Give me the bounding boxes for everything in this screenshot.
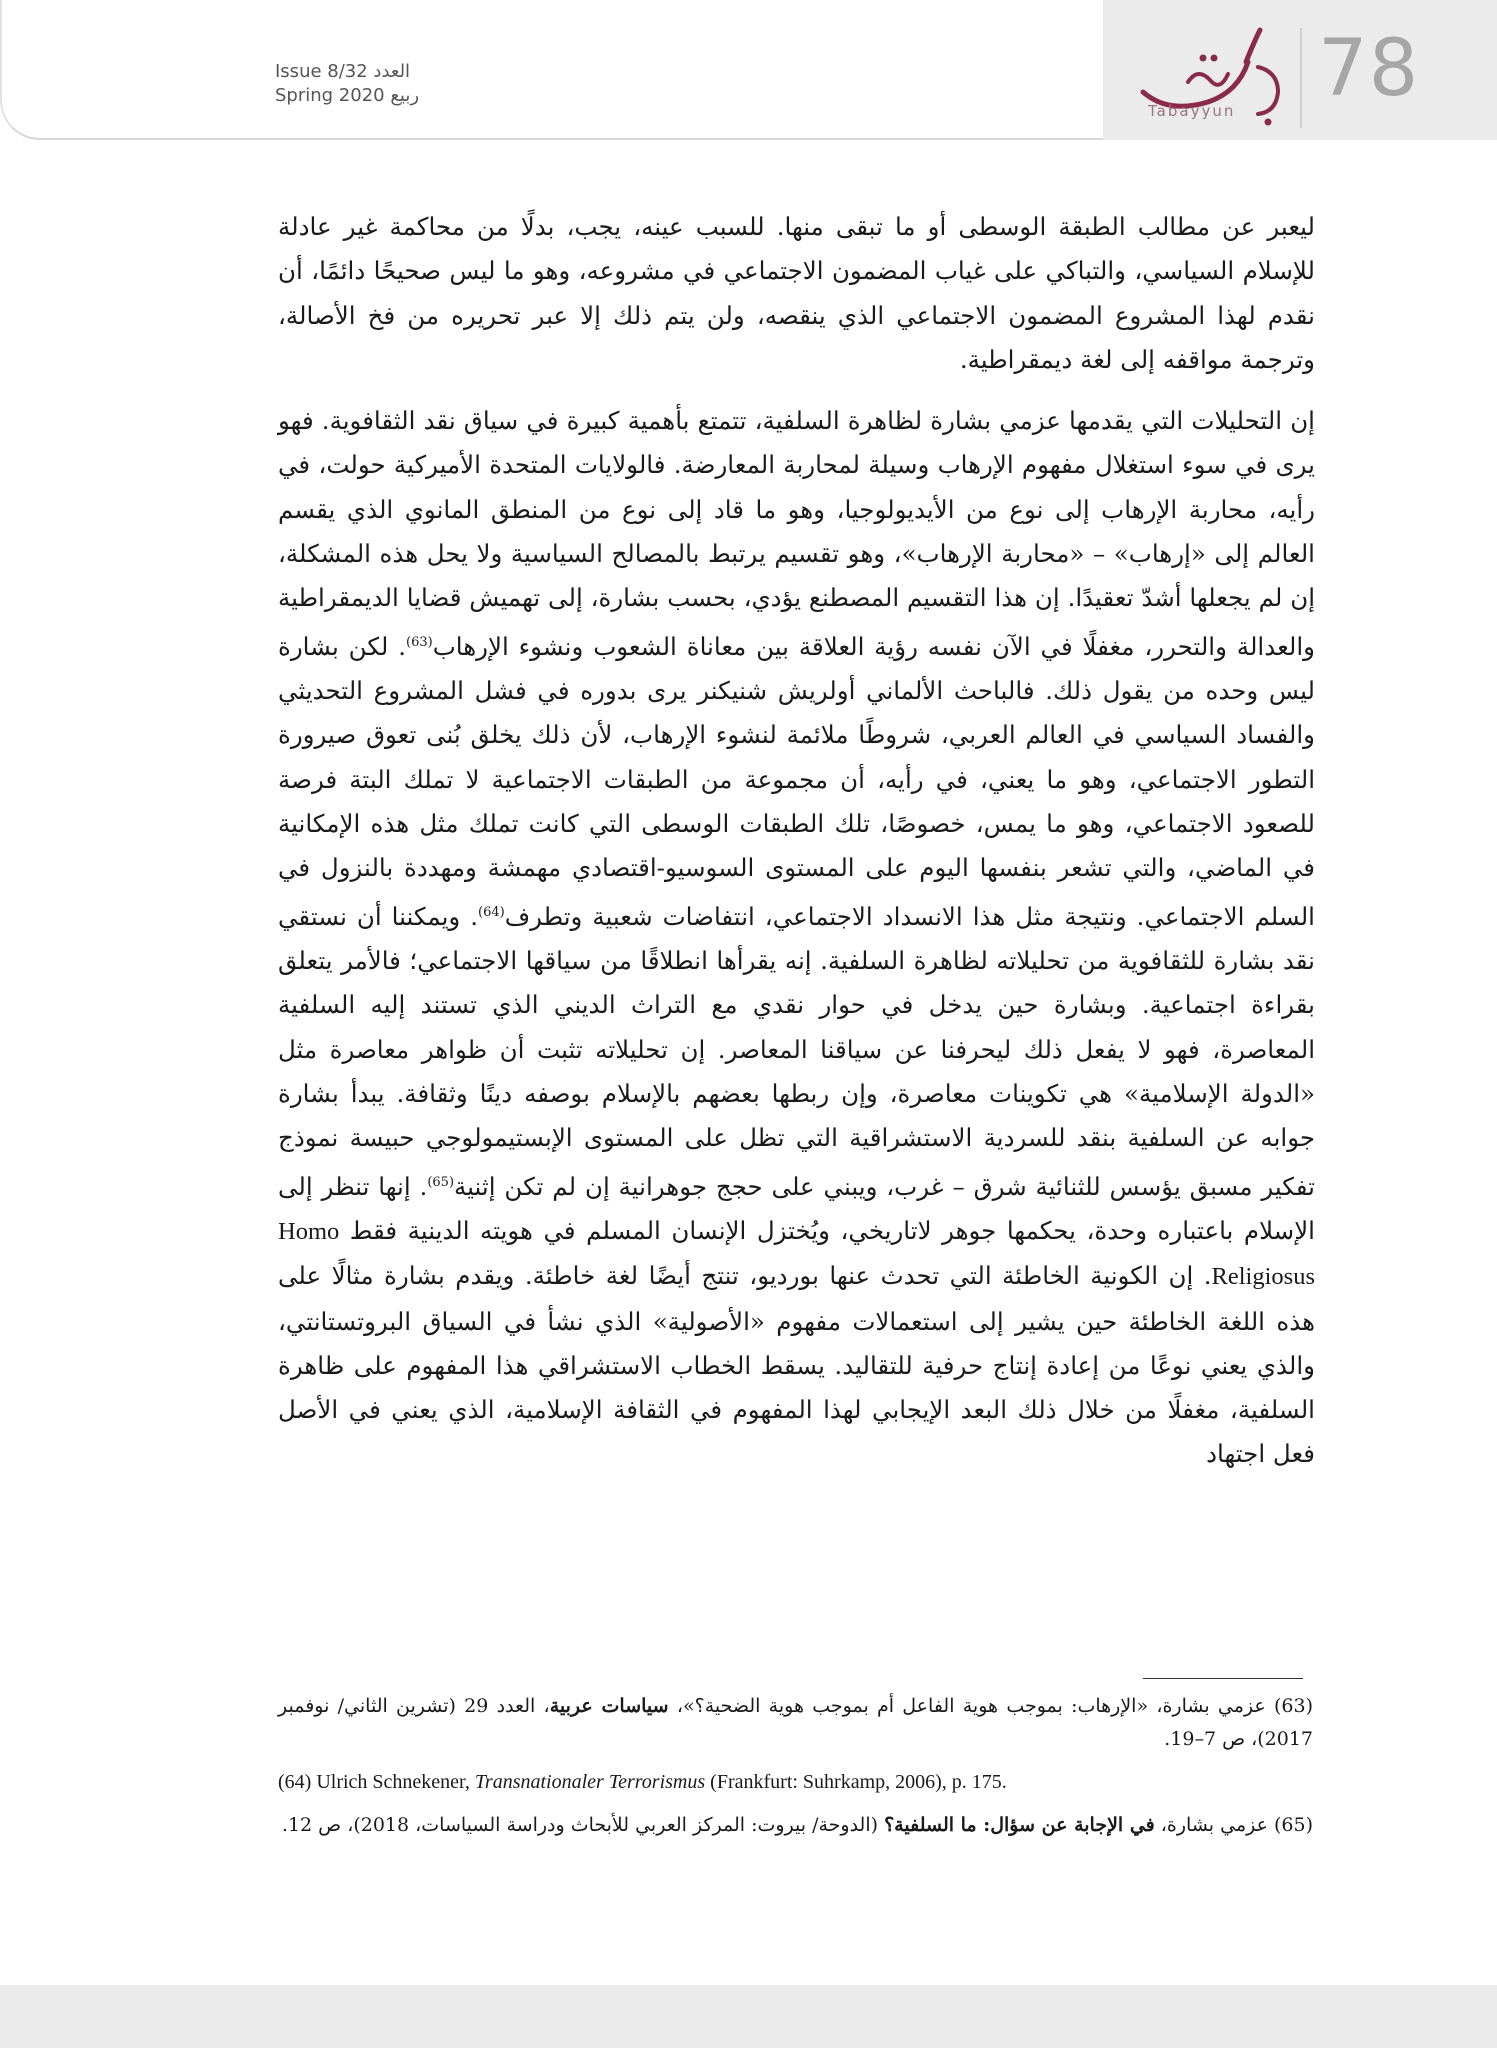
footnote-65-title: في الإجابة عن سؤال: ما السلفية؟	[884, 1814, 1155, 1836]
footnote-65	[278, 1809, 1313, 1842]
issue-season: Spring 2020 ربيع	[275, 85, 420, 107]
footnote-63	[278, 1690, 1313, 1756]
paragraph-1: ليعبر عن مطالب الطبقة الوسطى أو ما تبقى منها. للسبب عينه، يجب، بدلًا من محاكمة غير عادلة للإسلام السياسي، والتباكي على غياب المضمون الاجتماعي في مشروعه، وهو ما ليس صحيحًا دائمًا، أن نقدم لهذا المشروع المضمون الاجتماعي الذي ينقصه، ولن يتم ذلك إلا عبر تحريره من فخ الأصالة، وترجمة مواقفه إلى لغة ديمقراطية.	[278, 212, 1315, 374]
paragraph-2-text-c: . ويمكننا أن نستقي نقد بشارة للثقافوية من تحليلاته لظاهرة السلفية. إنه يقرأها انطلاقًا من سياقها الاجتماعي؛ فالأمر يتعلق بقراءة اجتماعية. وبشارة حين يدخل في حوار نقدي مع التراث الديني الذي تستند إليه السلفية المعاصرة، فهو لا يفعل ذلك ليحرفنا عن سياقنا المعاصر. إن تحليلاته تثبت أن ظواهر معاصرة مثل «الدولة الإسلامية» هي تكوينات معاصرة، وإن ربطها بعضهم بالإسلام بوصفه دينًا وثقافة. يبدأ بشارة جوابه عن السلفية بنقد للسردية الاستشراقية التي تظل على المستوى الإبستيمولوجي حبيسة نموذج تفكير مسبق يؤسس للثنائية شرق – غرب، ويبني على حجج جوهرانية إن لم تكن إثنية	[278, 901, 1315, 1201]
paragraph-2-text-e: . إن الكونية الخاطئة التي تحدث عنها بورديو، تنتج أيضًا لغة خاطئة. ويقدم بشارة مثالًا على هذه اللغة الخاطئة حين يشير إلى استعمالات مفهوم «الأصولية» الذي نشأ في السياق البروتستانتي، والذي يعني نوعًا من إعادة إنتاج حرفية للتقاليد. يسقط الخطاب الاستشراقي هذا المفهوم على ظاهرة السلفية، مغفلًا من خلال ذلك البعد الإيجابي لهذا المفهوم في الثقافة الإسلامية، الذي يعني في الأصل فعل اجتهاد	[278, 1261, 1315, 1469]
footnote-63-journal: سياسات عربية	[549, 1695, 669, 1717]
footnote-separator	[1143, 1678, 1303, 1679]
homo-religiosus-term: Homo Religiosus	[278, 1218, 1315, 1291]
paragraph-2-text-d: . إنها تنظر إلى الإسلام باعتباره وحدة، يحكمها جوهر لاتاريخي، ويُختزل الإنسان المسلم في هويته الدينية فقط	[278, 1171, 1315, 1245]
page-number: 78	[1318, 24, 1420, 114]
header-divider	[1300, 28, 1302, 128]
issue-number: Issue 8/32 العدد	[275, 61, 411, 82]
footnote-64-title: Transnationaler Terrorismus	[474, 1771, 706, 1793]
paragraph-2-text-a: إن التحليلات التي يقدمها عزمي بشارة لظاهرة السلفية، تتمتع بأهمية كبيرة في سياق نقد الثقافوية. فهو يرى في سوء استغلال مفهوم الإرهاب وسيلة لمحاربة المعارضة. فالولايات المتحدة الأميركية حولت، في رأيه، محاربة الإرهاب إلى نوع من الأيديولوجيا، وهو ما قاد إلى نوع من المنطق المانوي الذي يقسم العالم إلى «إرهاب» – «محاربة الإرهاب»، وهو تقسيم يرتبط بالمصالح السياسية ولا يحل هذه المشكلة، إن لم يجعلها أشدّ تعقيدًا. إن هذا التقسيم المصطنع يؤدي، بحسب بشارة، إلى تهميش قضايا الديمقراطية والعدالة والتحرر، مغفلًا في الآن نفسه رؤية العلاقة بين معاناة الشعوب ونشوء الإرهاب	[278, 406, 1316, 661]
footnote-65-author: (65) عزمي بشارة،	[1154, 1814, 1313, 1836]
article-body	[278, 205, 1315, 1477]
page-bottom-band	[0, 1985, 1497, 2048]
footnote-ref-64[interactable]: (64)	[478, 904, 505, 920]
footnotes	[278, 1690, 1313, 1852]
footnote-63-text: (63) عزمي بشارة، «الإرهاب: بموجب هوية الفاعل أم بموجب هوية الضحية؟»،	[668, 1695, 1313, 1717]
logo-latin-text: Tabayyun	[1148, 102, 1236, 120]
footnote-ref-65[interactable]: (65)	[427, 1174, 455, 1190]
footnote-ref-63[interactable]: (63)	[406, 634, 433, 650]
footnote-63-details: ، العدد 29 (تشرين الثاني/ نوفمبر 2017)، ص 7–19.	[278, 1695, 1313, 1750]
footnote-64	[278, 1766, 1313, 1799]
footnote-65-details: (الدوحة/ بيروت: المركز العربي للأبحاث ودراسة السياسات، 2018)، ص 12.	[281, 1814, 885, 1836]
footnote-64-details: (Frankfurt: Suhrkamp, 2006), p. 175.	[705, 1771, 1007, 1793]
footnote-64-author: (64) Ulrich Schnekener,	[278, 1771, 475, 1793]
issue-info	[275, 60, 419, 109]
paragraph-2	[278, 399, 1315, 1477]
paragraph-2-text-b: . لكن بشارة ليس وحده من يقول ذلك. فالباحث الألماني أولريش شنيكنر يرى بدوره في فشل المشروع التحديثي والفساد السياسي في العالم العربي، شروطًا ملائمة لنشوء الإرهاب، لأن ذلك يخلق بُنى تعوق صيرورة التطور الاجتماعي، وهو ما يعني، في رأيه، أن مجموعة من الطبقات الاجتماعية لا تملك البتة فرصة للصعود الاجتماعي، وهو ما يمس، خصوصًا، تلك الطبقات الوسطى التي كانت تملك مثل هذه الإمكانية في الماضي، والتي تشعر بنفسها اليوم على المستوى السوسيو-اقتصادي مهمشة ومهددة بالنزول في السلم الاجتماعي. ونتيجة مثل هذا الانسداد الاجتماعي، انتفاضات شعبية وتطرف	[278, 631, 1315, 931]
